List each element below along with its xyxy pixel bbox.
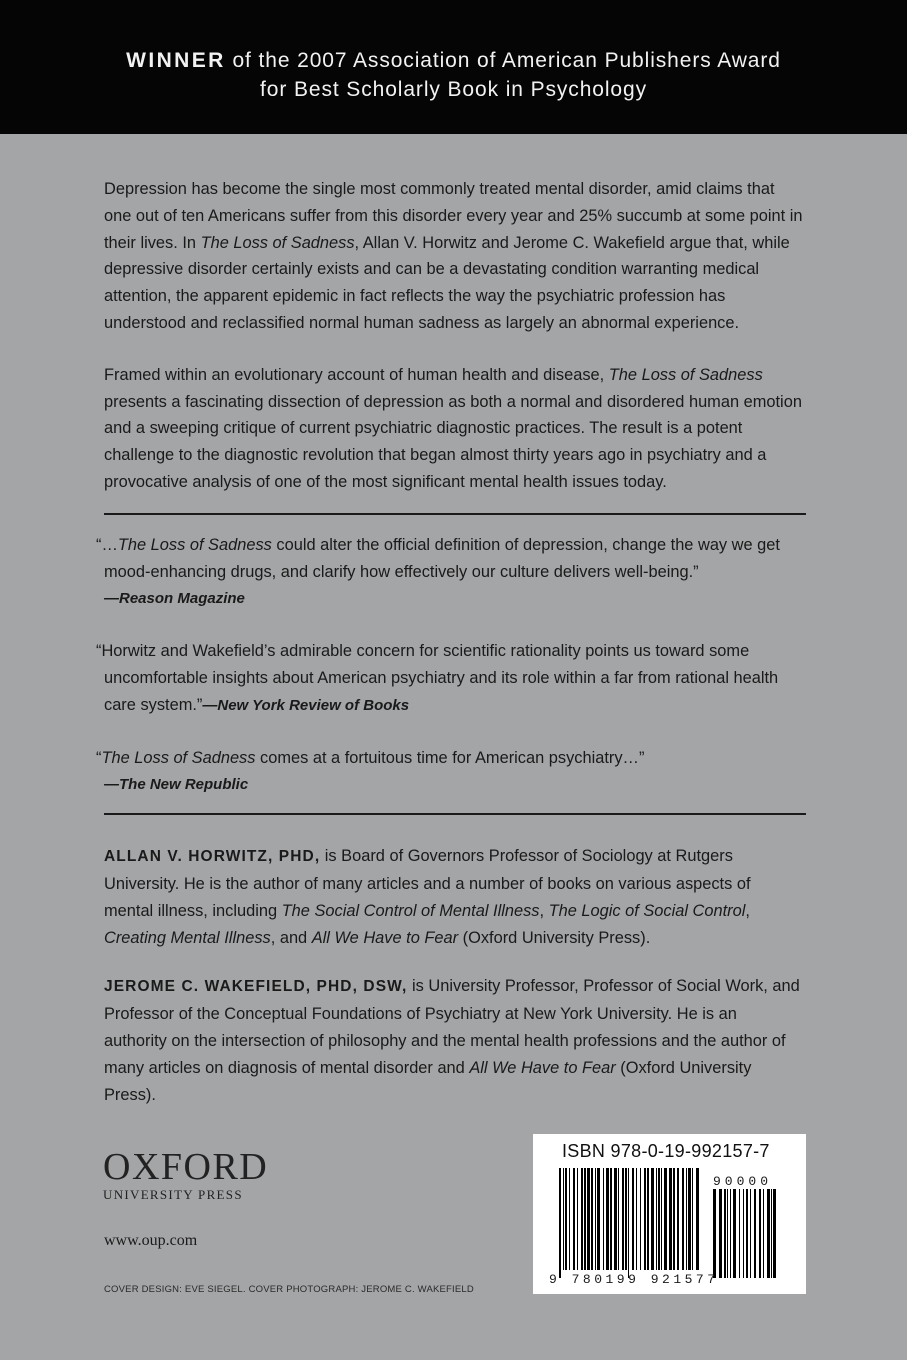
barcode-bar [730,1189,731,1278]
barcode-bar [750,1189,751,1278]
text: , [745,901,750,920]
isbn-label: ISBN 978-0-19-992157-7 [562,1141,770,1161]
barcode-bar [719,1189,722,1278]
barcode-bar [771,1189,772,1278]
barcode-bar [677,1168,679,1270]
barcode-bar [584,1168,586,1270]
barcode-bar [587,1168,590,1270]
barcode-bar [743,1189,744,1278]
barcode-bar [733,1189,736,1278]
review-quote-1 [96,532,804,613]
author-name: JEROME C. WAKEFIELD, PHD, DSW, [104,978,408,996]
barcode-bar [763,1189,764,1278]
divider [104,813,806,815]
author-bio-wakefield [104,973,804,1108]
barcode-bar [658,1168,660,1270]
barcode-bar [618,1168,619,1270]
barcode-bar [661,1168,662,1270]
publisher-url[interactable]: www.oup.com [104,1232,198,1249]
author-bio-horwitz [104,843,804,951]
barcode-bar [614,1168,617,1270]
text: is Board of Governors Professor of Sociology at Rutgers University. He is the author of many articles and a number of books on various aspects of mental illness, including [104,847,751,920]
quote-text: comes at a fortuitous time for American psychiatry…” [255,748,645,767]
book-title: All We Have to Fear [469,1058,616,1077]
barcode-bar [754,1189,756,1278]
text: presents a fascinating dissection of depression as both a normal and disordered human emotion and a sweeping critique of current psychiatric diagnostic practices. The result is a potent challenge to the diagnostic revolution that began almost thirty years ago in psychiatry and a provocative analysis of one of the most significant mental health issues today. [104,392,802,491]
barcode-bar [595,1168,596,1270]
barcode-bar [647,1168,649,1270]
review-quote-2 [96,638,804,719]
barcode-bar [606,1168,609,1270]
author-name: ALLAN V. HORWITZ, PHD, [104,848,321,866]
barcode-bar [656,1168,657,1270]
barcode-bar [759,1189,761,1278]
book-title: The Loss of Sadness [200,233,355,252]
winner-label: WINNER [126,49,226,72]
publisher-name: OXFORD [103,1146,269,1188]
barcode-bar [563,1168,564,1270]
barcode-bar [622,1168,624,1270]
text: , [539,901,549,920]
barcode-bar [636,1168,637,1270]
award-line-2: for Best Scholarly Book in Psychology [260,78,647,101]
barcode-bar [628,1168,629,1278]
text: Depression has become the single most commonly treated mental disorder, amid claims that one out of ten Americans suffer from this disorder every year and 25% succumb at some point in their lives. In [104,180,803,252]
text: , and [270,928,312,947]
barcode-bar [651,1168,654,1270]
quote-mark: “… [96,535,118,554]
barcode-bar [644,1168,646,1270]
quote-mark: “ [96,748,102,767]
barcode-bar [625,1168,627,1270]
text: (Oxford University Press). [104,1058,752,1104]
barcode-bar [569,1168,570,1270]
award-line-1 [0,46,907,75]
barcode-bar [664,1168,667,1270]
book-title: The Loss of Sadness [101,748,256,767]
barcode-bar [597,1168,600,1270]
divider [104,513,806,515]
barcode-bar [688,1168,691,1270]
barcode-graphic [533,1134,806,1294]
back-cover-content [96,176,804,1130]
barcode-bar [696,1168,699,1270]
quote-text: Horwitz and Wakefield’s admirable concern for scientific rationality points us toward some uncomfortable insights about American psychiatry and its role within a far from rational health care system.” [101,642,779,714]
quote-source: —Reason Magazine [104,590,245,608]
text: Framed within an evolutionary account of human health and disease, [104,365,609,384]
barcode-bar [610,1168,612,1270]
barcode-bar [632,1168,634,1270]
cover-credits: COVER DESIGN: EVE SIEGEL. COVER PHOTOGRAPH: JEROME C. WAKEFIELD [104,1284,474,1295]
book-title: The Logic of Social Control [548,901,746,920]
book-title: All We Have to Fear [311,928,459,947]
barcode-bar [746,1189,748,1278]
text: , Allan V. Horwitz and Jerome C. Wakefield argue that, while depressive disorder certainly exists and can be a devastating condition warranting medical attention, the apparent epidemic in fact reflects the way the psychiatric profession has understood and reclassified normal human sadness as largely an abnormal experience. [104,233,790,332]
barcode-bar [692,1168,693,1270]
description-paragraph-1 [104,176,804,337]
book-title: The Social Control of Mental Illness [281,901,540,920]
barcode-bar [669,1168,672,1270]
book-title: The Loss of Sadness [117,535,272,554]
book-title: The Loss of Sadness [608,365,763,384]
barcode-bar [577,1168,578,1270]
quote-source: —New York Review of Books [202,696,410,714]
publisher-logo [103,1148,268,1203]
review-quote-3 [96,745,804,800]
barcode-bar [573,1168,575,1270]
quote-source: —The New Republic [104,776,249,794]
barcode-panel [533,1134,806,1294]
quote-text: could alter the official definition of depression, change the way we get mood-enhancing drugs, and clarify how effectively our culture delivers well-being.” [104,535,780,581]
book-title: Creating Mental Illness [104,928,271,947]
barcode-bar [686,1168,687,1270]
text: (Oxford University Press). [458,928,651,947]
text: is University Professor, Professor of Social Work, and Professor of the Conceptual Foundations of Psychiatry at New York University. He is an authority on the intersection of philosophy and the mental health professions and the author of many articles on diagnosis of mental disorder and [104,977,800,1077]
description-paragraph-2 [104,362,804,496]
barcode-bar [682,1168,684,1270]
barcode-bar [581,1168,583,1270]
barcode-bar [727,1189,728,1278]
barcode-bar [591,1168,593,1270]
barcode-bar [565,1168,567,1270]
award-line-1-text: of the 2007 Association of American Publishers Award [225,49,781,72]
barcode-bar [603,1168,604,1270]
barcode-bar [640,1168,641,1270]
barcode-bar [724,1189,726,1278]
barcode-bar [739,1189,740,1278]
award-banner [0,0,907,134]
barcode-bar [767,1189,770,1278]
barcode-digits: 9 780199 921577 [549,1272,719,1287]
barcode-bar [713,1189,716,1278]
barcode-bar [673,1168,675,1270]
barcode-bar [559,1168,561,1278]
publisher-subtitle: UNIVERSITY PRESS [103,1187,243,1202]
price-code: 90000 [713,1174,773,1189]
quote-mark: “ [96,642,102,661]
barcode-bar [773,1189,776,1278]
